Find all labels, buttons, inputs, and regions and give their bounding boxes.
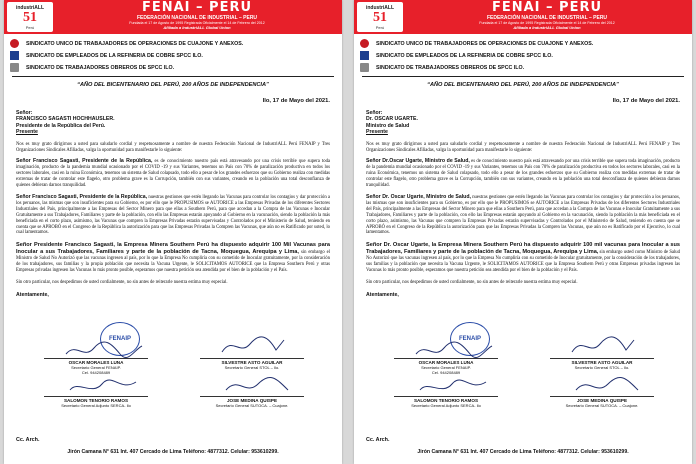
signature-block [200, 358, 304, 370]
paragraph-lead: Señor Dr.Oscar Ugarte, Ministro de Salud, [366, 158, 470, 165]
signature-scribble [572, 376, 642, 396]
union-row [10, 38, 336, 49]
recipient-block [16, 110, 330, 136]
signer-name: JOSE MEDINA QUISPE [200, 396, 304, 403]
union-name: SINDICATO UNICO DE TRABAJADORES DE OPERACIONES DE CUAJONE Y ANEXOS. [26, 40, 244, 47]
logo-sub: Perú [25, 24, 35, 30]
paragraph-lead: Señor Francisco Sagasti, Presidente de la República, [16, 193, 148, 200]
banner-text [406, 1, 688, 30]
signer-name: JOSE MEDINA QUISPE [550, 396, 654, 403]
paragraph-text: sin embargo el Ministro de Salud No Autorizó que las vacunas ingresen al país, por lo que la Empresa No cumpliría con su cometido de Inocular gratuitamente, por la consideración de los trabajadores, sus familias y la propia población que necesita la Vacuna Urgente, le SOLICITAMOS AUTORICE que la Empresa Southern Perú y otras Empresas privadas ingresen las Vacunas lo más pronto posible, esperamos que nuestra petición sea atendida por el bien de la población y el País. [16, 250, 330, 273]
seal-text: FENAIP [108, 336, 131, 342]
paragraph-lead: Señor Dr. Oscar Ugarte, la Empresa Minera Southern Perú ha dispuesto adquirir 100 mil vacunas para Inocular a sus Trabajadores, Familiares y parte de la población de Tacna, Moquegua, Arequipa y Lima, [366, 242, 680, 256]
union-row [10, 62, 336, 73]
signature-scribble [222, 376, 292, 396]
letter-body [354, 104, 692, 299]
union-name: SINDICATO DE EMPLEADOS DE LA REFINERIA DE COBRE SPCC ILO. [26, 52, 203, 59]
signer-name: SILVESTRE ASTO AGUILAR [200, 358, 304, 365]
union-row [10, 50, 336, 61]
signer-title: Secretario General STOL – Ilo. [224, 365, 280, 370]
paragraph-text: sin embargo usted como Ministro de Salud No Autorizó que las vacunas ingresen al país, por lo que la Empresa No cumpliría con su cometido de Inocular gratuitamente, por la consideración de los trabajadores, sus familias y la población que necesita la Vacuna Urgente, le SOLICITAMOS AUTORICE que la Empresa Southern Perú y otras Empresas privadas ingresen las Vacunas lo más pronto posible, esperamos que nuestra petición sea atendida por el bien de la población y el País. [366, 250, 680, 273]
signer-name: SALOMON TENORIO RAMOS [44, 396, 148, 403]
signature-block [44, 358, 148, 375]
signature-block [44, 396, 148, 408]
letterhead-banner [354, 0, 692, 34]
signer-title: Secretario General SUTOCA. – Cuajone. [565, 403, 639, 408]
union-row [360, 62, 686, 73]
closing-paragraph: Sin otro particular, nos despedimos de usted cordialmente, no sin antes de reiterarle nuestra estima muy especial. [16, 279, 228, 285]
footer-address: Jirón Camana N° 631 Int. 407 Cercado de Lima Teléfono: 4877312. Celular: 953610299. [67, 449, 279, 455]
founded-note: Fundada el 17 de Agosto de 1995 Registrada Oficialmente el 14 de Febrero del 2012 [479, 21, 615, 25]
federation-name: FEDERACIÓN NACIONAL DE INDUSTRIAL – PERU [136, 15, 258, 21]
union-logo-icon [10, 63, 19, 72]
year-title: “AÑO DEL BICENTENARIO DEL PERÚ, 200 AÑOS DE INDEPENDENCIA” [427, 82, 619, 88]
signer-name: OSCAR MORALES LUNA [44, 358, 148, 365]
industriall-logo [7, 2, 53, 32]
founded-note: Fundada el 17 de Agosto de 1995 Registrada Oficialmente el 14 de Febrero del 2012 [129, 21, 265, 25]
logo-number: 51 [23, 9, 37, 25]
signer-title: Secretario General SUTOCA. – Cuajone. [215, 403, 289, 408]
union-logo-icon [10, 39, 19, 48]
union-logo-icon [10, 51, 19, 60]
union-row [360, 50, 686, 61]
signature-block [550, 396, 654, 408]
letter-minister [354, 0, 692, 464]
union-list [354, 34, 692, 73]
org-name: FENAI – PERU [491, 0, 603, 15]
paragraph-3 [366, 242, 680, 274]
signature-scribble [64, 340, 144, 360]
logo-number: 51 [373, 9, 387, 25]
federation-name: FEDERACIÓN NACIONAL DE INDUSTRIAL – PERU [486, 15, 608, 21]
paragraph-text: nuestras gestiones que estén llegando las Vacunas para controlar los contagios y dar protección a los peruanos, las mismas que son insuficientes para su Gobierno, es por ello que le PROPUSIMOS se AUTORICE a las Empresas Privadas de los diferentes Sectores Industriales del País, principalmente a las Empresas del Sector Minero para que ellas a Southern Perú, para que accedan a la Compra de las Vacunas e Inocular Gratuitamente a sus Trabajadores, Familiares y parte de la población, con ello las Empresas estarán apoyando al Gobierno en la vacunación, siendo la población la más beneficiada en el corto plazo, asimismo, las Vacunas que compren la Empresas Privadas estarán supervisadas y Controlados por el Ministerio de Salud, teniendo en cuenta que se APROBÓ en el Congreso de la República la autorización para que las Empresas Privadas la Compren las Vacunas, que aún no es Ratificado por usted, lo cual lamentamos. [16, 194, 331, 236]
intro-paragraph: Nos es muy grato dirigirnos a usted para saludarlo cordial y respetuosamente a nombre de nuestra Federación Nacional de IndustriALL Perú FENAIP y Tres Organizaciones Sindicales Afiliadas, valga la oportunidad para manifestarle lo siguiente: [366, 141, 680, 153]
union-name: SINDICATO DE TRABAJADORES OBREROS DE SPCC ILO. [376, 64, 525, 71]
salutation: Señor: [366, 110, 383, 116]
intro-paragraph: Nos es muy grato dirigirnos a usted para saludarlo cordial y respetuosamente a nombre de nuestra Federación Nacional de IndustriALL Perú FENAIP y Tres Organizaciones Sindicales Afiliadas, valga la oportunidad para manifestarle lo siguiente: [16, 141, 330, 153]
recipient-name: FRANCISCO SAGASTI HOCHHAUSLER. [16, 116, 115, 123]
union-name: SINDICATO UNICO DE TRABAJADORES DE OPERACIONES DE CUAJONE Y ANEXOS. [376, 40, 594, 47]
signer-name: SALOMON TENORIO RAMOS [394, 396, 498, 403]
union-row [360, 38, 686, 49]
letter-president [4, 0, 342, 464]
header-divider [362, 76, 684, 77]
union-logo-icon [360, 63, 369, 72]
logo-word: industriALL [365, 4, 395, 11]
signer-title: Secretario General Adjunto SERCA- Ilo [411, 403, 481, 408]
paragraph-1 [366, 159, 680, 189]
year-title: “AÑO DEL BICENTENARIO DEL PERÚ, 200 AÑOS DE INDEPENDENCIA” [77, 82, 269, 88]
union-list [4, 34, 342, 73]
paragraph-2 [366, 195, 680, 236]
regards: Atentamente, [16, 291, 49, 298]
paragraph-lead: Señor Francisco Sagasti, Presidente de la República, [16, 158, 153, 165]
letter-body [4, 104, 342, 299]
org-name: FENAI – PERU [141, 0, 253, 15]
banner-text [56, 1, 338, 30]
signature-block [394, 358, 498, 375]
signer-title: Secretario General FENAIP. [71, 365, 121, 370]
recipient-role: Presidente de la República del Perú. [16, 122, 106, 129]
union-name: SINDICATO DE EMPLEADOS DE LA REFINERIA DE COBRE SPCC ILO. [376, 52, 553, 59]
cc-line: Cc. Arch. [366, 437, 390, 443]
letterhead-banner [4, 0, 342, 34]
union-logo-icon [360, 51, 369, 60]
recipient-name: Dr. OSCAR UGARTE. [366, 116, 418, 123]
signer-title: Secretario General FENAIP. [421, 365, 471, 370]
recipient-block [366, 110, 680, 136]
signature-area [354, 322, 692, 432]
salutation: Señor: [16, 110, 33, 116]
signer-title: Secretario General STOL – Ilo. [574, 365, 630, 370]
signature-scribble [218, 334, 288, 358]
letter-date: Ilo, 17 de Mayo del 2021. [612, 98, 680, 104]
signer-contact: Cel. 944208489 [81, 370, 111, 375]
paragraph-3 [16, 242, 330, 274]
signer-name: OSCAR MORALES LUNA [394, 358, 498, 365]
union-logo-icon [360, 39, 369, 48]
signer-contact: Cel. 944208489 [431, 370, 461, 375]
header-divider [12, 76, 334, 77]
footer-address: Jirón Camana N° 631 Int. 407 Cercado de Lima Teléfono: 4877312. Celular: 953610299. [417, 449, 629, 455]
union-name: SINDICATO DE TRABAJADORES OBREROS DE SPCC ILO. [26, 64, 175, 71]
recipient-role: Ministro de Salud [366, 122, 410, 129]
presente-label: Presente [366, 129, 388, 136]
signature-block [394, 396, 498, 408]
signature-scribble [568, 334, 638, 358]
paragraph-text: es de conocimiento nuestro país está atravesando por una crisis terrible que supera toda imaginación, producto de la pandemia mundial ocasionado por el COVID -19 y sus Variantes, tenemos un País con 70% de paralización productiva en todos los sectores laborales, casi en la ruina Económica, tenemos un sistema de Salud colapsado, todo ello a pesar de los grandes esfuerzos que su Gobierno realiza con medidas extremas de tratar de controlar este flagelo, otro problema grave es la Corrupción, también con sus variantes, creando en la población una total desconfianza de quienes debieran darnos tranquilidad. [16, 159, 331, 189]
affiliation-note: Afiliada a IndustriALL Global Union [513, 25, 581, 31]
signature-block [200, 396, 304, 408]
signer-title: Secretario General Adjunto SERCA- Ilo [61, 403, 131, 408]
affiliation-note: Afiliada a IndustriALL Global Union [163, 25, 231, 31]
logo-sub: Perú [375, 24, 385, 30]
closing-paragraph: Sin otro particular, nos despedimos de usted cordialmente, no sin antes de reiterarle nuestra estima muy especial. [366, 279, 578, 285]
signature-scribble [418, 378, 488, 396]
paragraph-text: nuestras gestiones que estén llegando las Vacunas para controlar los contagios y dar protección a los peruanos, las mismas que son insuficientes para su Gobierno, es por ello que le PROPUSIMOS se AUTORICE a las Empresas Privadas de los diferentes Sectores Industriales del País, principalmente a las Empresas del Sector Minero para que ellas a Southern Perú, para que accedan a la Compra de las Vacunas e Inocular Gratuitamente a sus Trabajadores, Familiares y parte de la población, con ello las Empresas estarán apoyando al Gobierno en la vacunación, siendo la población la más beneficiada en el corto plazo, asimismo, las Vacunas que compren la Empresas Privadas estarán supervisadas y Controlados por el Ministerio de Salud, teniendo en cuenta que se APROBÓ en el Congreso de la República la autorización para que las Empresas Privadas la Compren las Vacunas, que aún no es Ratificado por el Ejecutivo, lo cual lamentamos. [366, 194, 681, 236]
paragraph-2 [16, 195, 330, 236]
regards: Atentamente, [366, 291, 399, 298]
signature-block [550, 358, 654, 370]
paragraph-text: es de conocimiento nuestro país está atravesando por una crisis terrible que supera toda imaginación, producto de la pandemia mundial ocasionado por el COVID -19 y sus Variantes, tenemos un País con 70% de paralización productiva en todos los sectores laborales, casi en la ruina Económica, tenemos un sistema de Salud colapsado, todo ello a pesar de los grandes esfuerzos que su Gobierno realiza con medidas extremas de tratar de controlar este flagelo, otro problema grave es la Corrupción, también con sus variantes, creando en la población una total desconfianza de quienes debieran darnos tranquilidad. [366, 159, 681, 189]
paragraph-lead: Señor Dr. Oscar Ugarte, Ministro de Salud, [366, 193, 471, 200]
industriall-logo [357, 2, 403, 32]
cc-line: Cc. Arch. [16, 437, 40, 443]
signature-scribble [414, 340, 494, 360]
letter-date: Ilo, 17 de Mayo del 2021. [262, 98, 330, 104]
signature-area [4, 322, 342, 432]
paragraph-1 [16, 159, 330, 189]
logo-word: industriALL [15, 4, 45, 11]
paragraph-lead: Señor Presidente Francisco Sagasti, la Empresa Minera Southern Perú ha dispuesto adquirir 100 Mil Vacunas para Inocular a sus Trabajadores, Familiares y parte de la población de Tacna, Moquegua, Arequipa y Lima, [16, 242, 330, 256]
signer-name: SILVESTRE ASTO AGUILAR [550, 358, 654, 365]
seal-text: FENAIP [458, 336, 481, 342]
presente-label: Presente [16, 129, 38, 136]
signature-scribble [68, 378, 138, 396]
